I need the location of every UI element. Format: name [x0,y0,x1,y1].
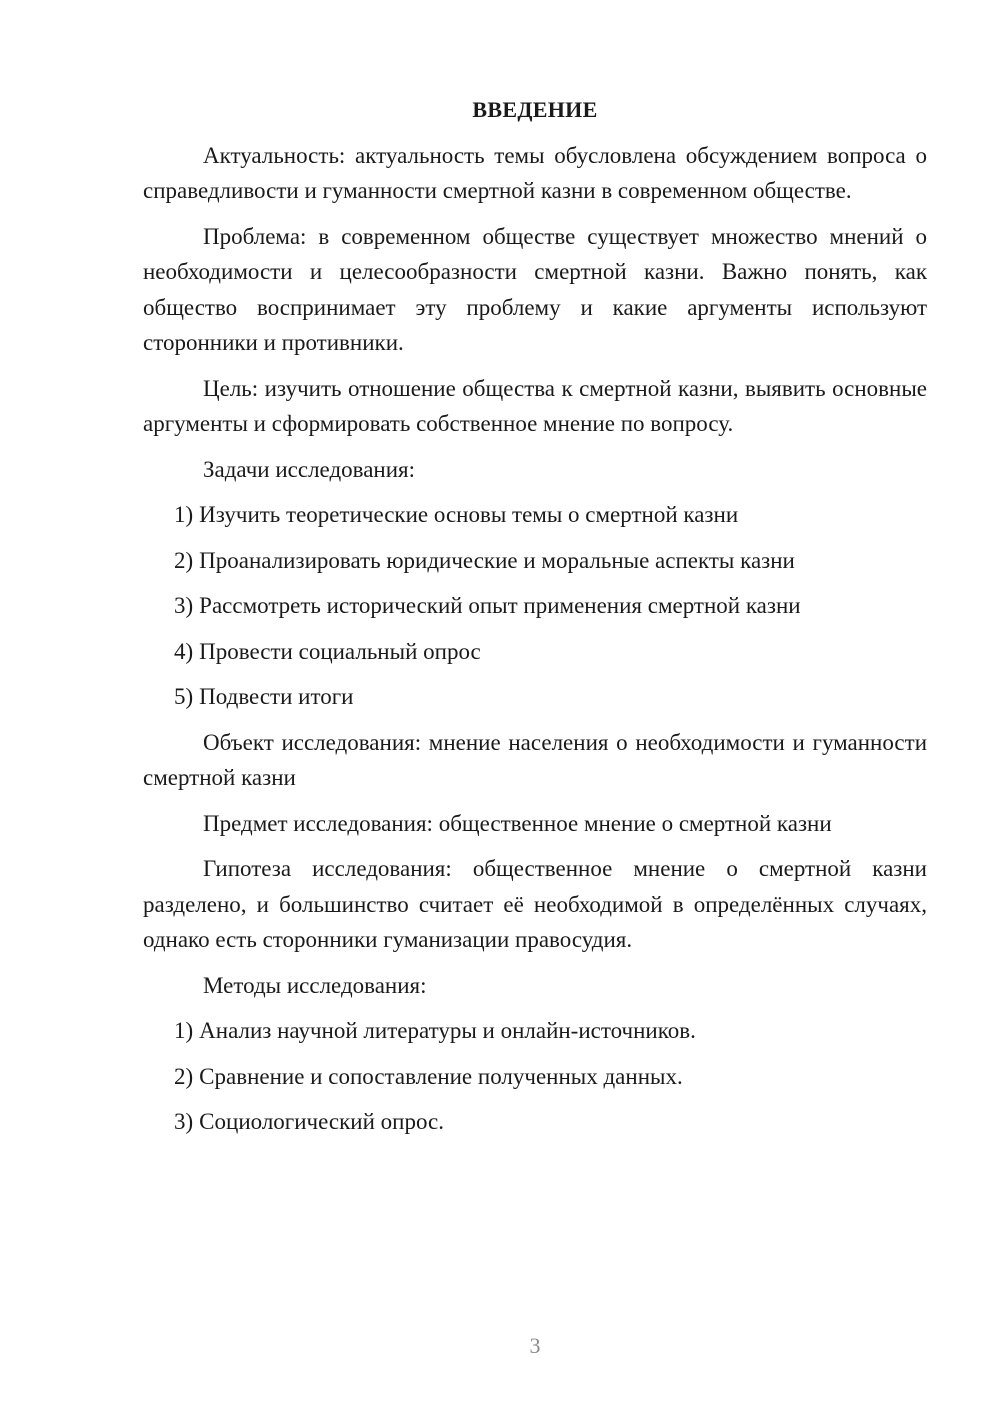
list-item-number: 5) [174,684,194,709]
list-item [143,1013,927,1049]
subject-paragraph: Предмет исследования: общественное мнение о смертной казни [203,810,832,836]
goal-paragraph: Цель: изучить отношение общества к смертной казни, выявить основные аргументы и сформировать собственное мнение по вопросу. [143,375,927,436]
list-item [143,497,927,533]
problem-paragraph: Проблема: в современном обществе существует множество мнений о необходимости и целесообразности смертной казни. Важно понять, как общество воспринимает эту проблему и какие аргументы используют сторонники и противники. [143,223,927,355]
tasks-intro: Задачи исследования: [203,456,416,482]
list-item-number: 2) [174,1063,194,1089]
hypothesis-paragraph: Гипотеза исследования: общественное мнение о смертной казни разделено, и большинство считает её необходимой в определённых случаях, однако есть сторонники гуманизации правосудия. [143,856,927,952]
list-item-number: 4) [174,638,194,664]
list-item-text: Анализ научной литературы и онлайн-источников. [199,1018,696,1043]
list-item-number: 2) [174,547,194,573]
list-item-text: Социологический опрос. [199,1109,444,1134]
list-item [143,1104,927,1140]
list-item-text: Проанализировать юридические и моральные аспекты казни [199,547,795,573]
list-item [143,588,927,624]
tasks-list [143,497,927,715]
list-item-number: 1) [174,502,194,527]
list-item [143,1059,927,1095]
list-item-text: Рассмотреть исторический опыт применения смертной казни [199,593,801,618]
list-item-text: Сравнение и сопоставление полученных данных. [199,1063,683,1089]
list-item-text: Провести социальный опрос [199,638,481,664]
methods-intro: Методы исследования: [203,972,427,998]
page-content [143,92,927,1150]
list-item-number: 1) [174,1018,194,1043]
list-item-number: 3) [174,593,194,618]
methods-list [143,1013,927,1140]
list-item-text: Подвести итоги [199,684,354,709]
object-paragraph: Объект исследования: мнение населения о необходимости и гуманности смертной казни [143,729,927,790]
list-item [143,679,927,715]
list-item [143,634,927,670]
list-item [143,543,927,579]
page-number: 3 [529,1333,541,1358]
list-item-number: 3) [174,1109,194,1134]
relevance-paragraph: Актуальность: актуальность темы обусловлена обсуждением вопроса о справедливости и гуманности смертной казни в современном обществе. [143,142,927,203]
list-item-text: Изучить теоретические основы темы о смертной казни [199,502,739,527]
page-heading: ВВЕДЕНИЕ [472,97,598,122]
